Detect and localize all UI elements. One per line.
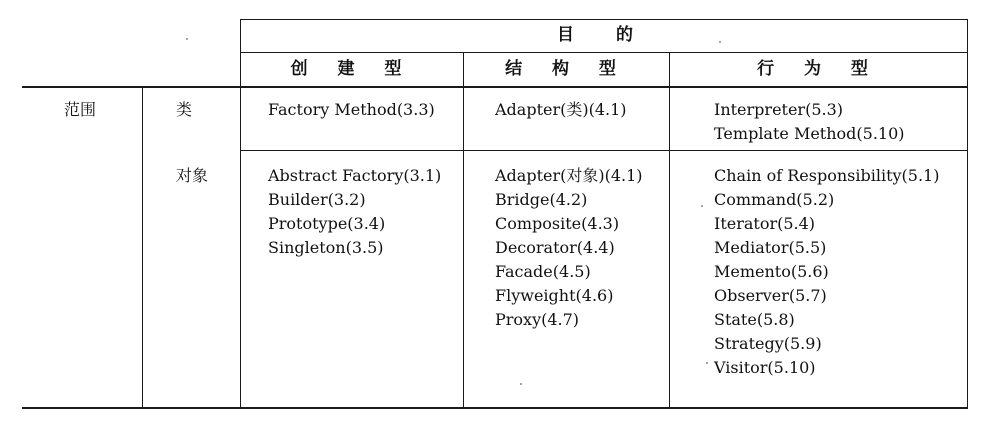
creational-structural-divider <box>463 52 464 408</box>
scan-noise-dot <box>186 38 188 40</box>
pattern-item: State(5.8) <box>714 310 795 329</box>
pattern-item: Adapter(类)(4.1) <box>495 100 627 119</box>
scan-noise-dot <box>719 41 721 43</box>
pattern-item: Flyweight(4.6) <box>495 286 614 305</box>
pattern-item: Factory Method(3.3) <box>268 100 435 119</box>
object-behavioral-list <box>714 164 939 380</box>
pattern-item: Adapter(对象)(4.1) <box>495 166 643 185</box>
object-row-label: 对象 <box>176 166 209 185</box>
pattern-item: Memento(5.6) <box>714 262 829 281</box>
pattern-item: Builder(3.2) <box>268 190 366 209</box>
scope-label: 范围 <box>64 100 97 119</box>
pattern-item: Chain of Responsibility(5.1) <box>714 166 940 185</box>
pattern-item: Prototype(3.4) <box>268 214 386 233</box>
pattern-item: Template Method(5.10) <box>714 124 905 143</box>
pattern-item: Composite(4.3) <box>495 214 620 233</box>
pattern-item: Proxy(4.7) <box>495 310 580 329</box>
object-structural-list <box>495 164 643 332</box>
pattern-item: Bridge(4.2) <box>495 190 588 209</box>
pattern-item: Observer(5.7) <box>714 286 827 305</box>
pattern-item: Mediator(5.5) <box>714 238 827 257</box>
pattern-item: Visitor(5.10) <box>714 358 816 377</box>
header-bottom-border <box>22 86 968 88</box>
class-row-label: 类 <box>176 100 193 119</box>
purpose-divider <box>240 52 968 53</box>
class-behavioral-list <box>714 98 905 146</box>
pattern-item: Iterator(5.4) <box>714 214 816 233</box>
top-border <box>240 19 968 20</box>
object-creational-list <box>268 164 441 260</box>
purpose-header: 目 的 <box>557 25 651 45</box>
behavioral-header: 行 为 型 <box>757 59 880 79</box>
pattern-item: Abstract Factory(3.1) <box>268 166 442 185</box>
pattern-item: Strategy(5.9) <box>714 334 822 353</box>
scan-noise-dot <box>701 205 703 207</box>
creational-header: 创 建 型 <box>290 59 414 79</box>
bottom-border <box>22 407 968 409</box>
structural-header: 结 构 型 <box>505 59 628 79</box>
pattern-item: Command(5.2) <box>714 190 835 209</box>
pattern-item: Singleton(3.5) <box>268 238 384 257</box>
class-creational-list <box>268 98 435 122</box>
class-structural-list <box>495 98 627 122</box>
scan-noise-dot <box>706 362 708 364</box>
scope-divider <box>142 87 143 408</box>
pattern-item: Facade(4.5) <box>495 262 591 281</box>
right-border <box>967 19 968 408</box>
row-divider <box>240 150 968 151</box>
pattern-item: Interpreter(5.3) <box>714 100 844 119</box>
scan-noise-dot <box>520 383 522 385</box>
structural-behavioral-divider <box>669 52 670 408</box>
pattern-item: Decorator(4.4) <box>495 238 615 257</box>
